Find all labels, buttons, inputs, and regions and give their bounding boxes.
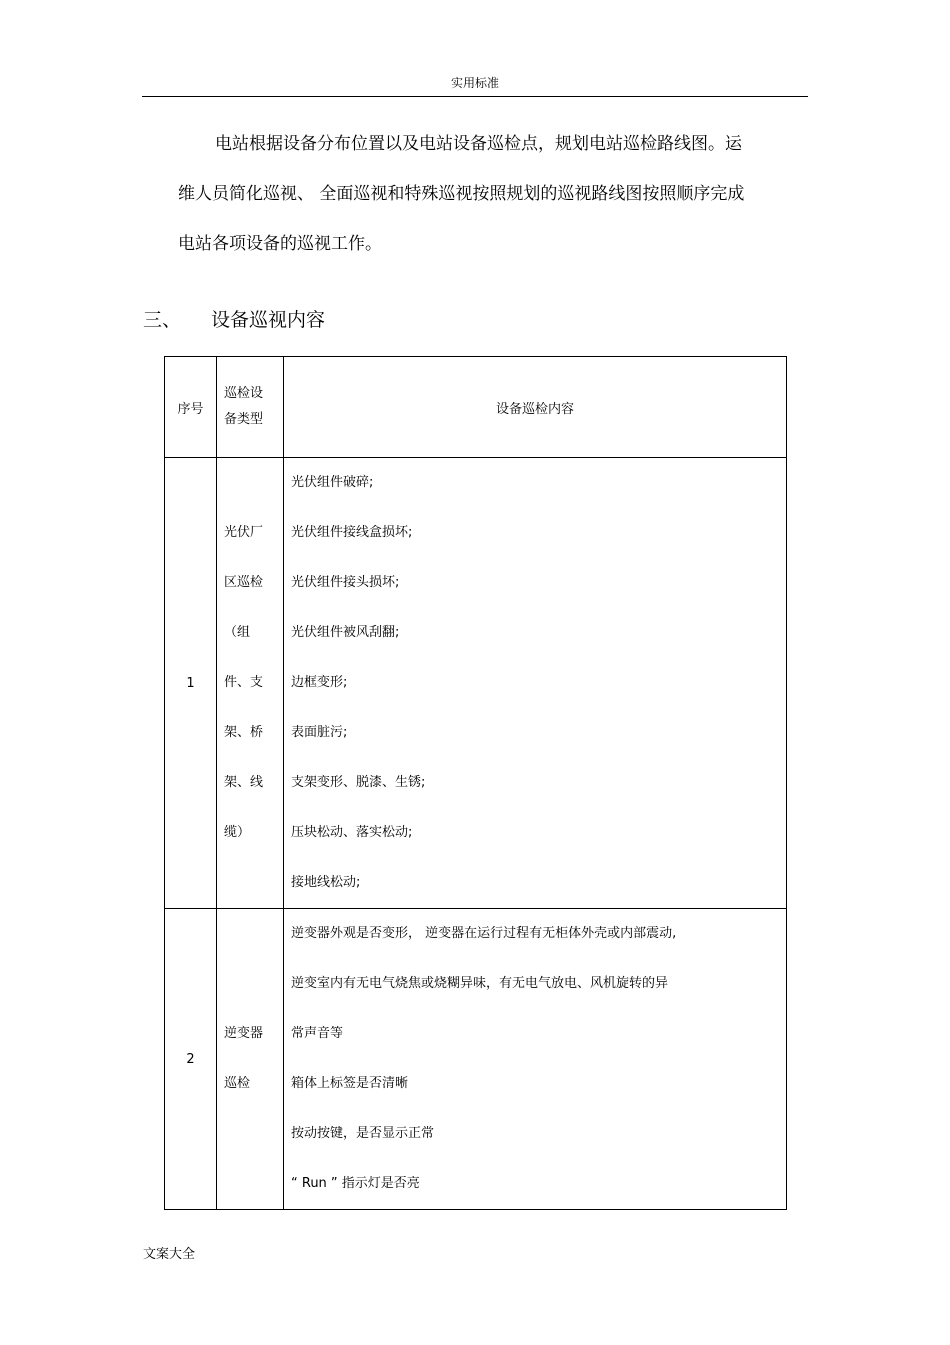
paragraph-line-1: 电站根据设备分布位置以及电站设备巡检点，规划电站巡检路线图。运 — [215, 134, 742, 154]
header-seq: 序号 — [165, 357, 217, 458]
content-item: 光伏组件接线盒损坏; — [291, 525, 413, 540]
row-type-line: 逆变器 — [224, 1026, 264, 1041]
row-type-line: 件、支 — [224, 675, 264, 690]
content-item: 边框变形; — [291, 675, 348, 690]
row-content — [284, 458, 787, 909]
section-title: 设备巡视内容 — [211, 309, 326, 331]
page-footer: 文案大全 — [143, 1247, 196, 1262]
content-item: 光伏组件被风刮翻; — [291, 625, 400, 640]
content-item: 光伏组件接头损坏; — [291, 575, 400, 590]
table-row — [165, 458, 787, 909]
header-type-line: 巡检设 — [224, 386, 264, 401]
row-type — [217, 458, 284, 909]
header-type — [217, 357, 284, 458]
row-type-line: （组 — [224, 625, 251, 640]
paragraph-line-2: 维人员简化巡视、 全面巡视和特殊巡视按照规划的巡视路线图按照顺序完成 — [178, 184, 745, 204]
row-type — [217, 909, 284, 1210]
content-item: 按动按键，是否显示正常 — [291, 1126, 435, 1141]
row-content — [284, 909, 787, 1210]
header-rule — [142, 96, 808, 97]
content-item: 接地线松动; — [291, 875, 361, 890]
row-type-line: 巡检 — [224, 1076, 251, 1091]
row-type-line: 缆） — [224, 825, 251, 840]
row-seq: 1 — [165, 458, 217, 909]
row-type-line: 光伏厂 — [224, 525, 264, 540]
page-header: 实用标准 — [450, 76, 499, 90]
row-type-line: 区巡检 — [224, 575, 264, 590]
row-seq: 2 — [165, 909, 217, 1210]
paragraph-line-3: 电站各项设备的巡视工作。 — [178, 234, 382, 254]
content-item: 压块松动、落实松动; — [291, 825, 413, 840]
content-item: 表面脏污; — [291, 725, 348, 740]
content-item: 支架变形、脱漆、生锈; — [291, 775, 426, 790]
row-type-line: 架、线 — [224, 775, 264, 790]
content-item: 逆变室内有无电气烧焦或烧糊异味，有无电气放电、风机旋转的异 — [291, 976, 669, 991]
header-type-line: 备类型 — [224, 412, 264, 427]
inspection-table — [164, 356, 787, 1210]
table-row — [165, 909, 787, 1210]
content-item: “ Run ” 指示灯是否亮 — [291, 1176, 420, 1191]
table-header-row — [165, 357, 787, 458]
section-number: 三、 — [143, 309, 182, 331]
content-item: 逆变器外观是否变形， 逆变器在运行过程有无柜体外壳或内部震动, — [291, 926, 677, 941]
content-item: 箱体上标签是否清晰 — [291, 1076, 409, 1091]
content-item: 光伏组件破碎; — [291, 475, 374, 490]
content-item: 常声音等 — [291, 1026, 344, 1041]
header-content: 设备巡检内容 — [284, 357, 787, 458]
row-type-line: 架、桥 — [224, 725, 264, 740]
